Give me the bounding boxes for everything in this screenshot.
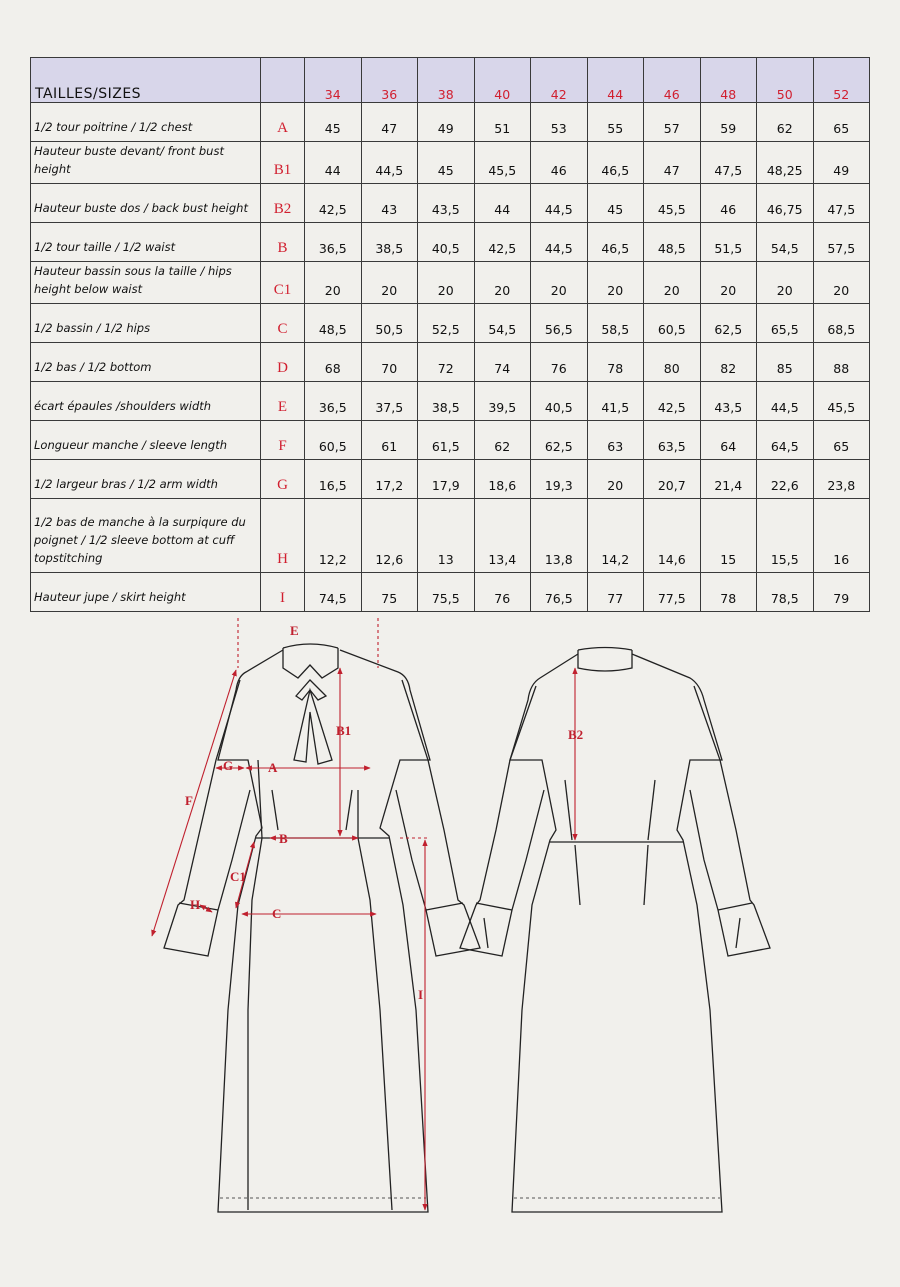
- measurement-value: 46,5: [587, 223, 644, 262]
- front-dress-drawing: [164, 644, 480, 1212]
- measurement-value: 20: [305, 262, 362, 304]
- measurement-value: 53: [531, 103, 588, 142]
- measurement-value: 62,5: [531, 421, 588, 460]
- measurement-value: 82: [700, 343, 757, 382]
- table-row: [31, 421, 870, 460]
- measurement-value: 88: [813, 343, 870, 382]
- measurement-value: 62: [474, 421, 531, 460]
- measurement-value: 76: [474, 573, 531, 612]
- measurement-label: 1/2 bas / 1/2 bottom: [31, 343, 261, 382]
- label-b2: B2: [568, 727, 584, 742]
- measurement-value: 68,5: [813, 304, 870, 343]
- measurement-value: 14,6: [644, 499, 701, 573]
- measurement-value: 79: [813, 573, 870, 612]
- measurement-value: 85: [757, 343, 814, 382]
- size-header: 36: [361, 58, 418, 103]
- measurement-value: 51: [474, 103, 531, 142]
- label-e: E: [290, 623, 299, 638]
- measurement-value: 63,5: [644, 421, 701, 460]
- measurement-value: 21,4: [700, 460, 757, 499]
- measurement-value: 47,5: [700, 142, 757, 184]
- measurement-value: 12,6: [361, 499, 418, 573]
- measurement-value: 57,5: [813, 223, 870, 262]
- size-header: 34: [305, 58, 362, 103]
- table-body: [31, 103, 870, 612]
- measurement-value: 45,5: [813, 382, 870, 421]
- measurement-value: 44: [474, 184, 531, 223]
- measurement-value: 70: [361, 343, 418, 382]
- measurement-value: 64: [700, 421, 757, 460]
- measurement-value: 44: [305, 142, 362, 184]
- measurement-value: 20: [757, 262, 814, 304]
- size-header: 50: [757, 58, 814, 103]
- label-b: B: [279, 831, 288, 846]
- measurement-value: 58,5: [587, 304, 644, 343]
- measurement-value: 22,6: [757, 460, 814, 499]
- table-row: [31, 499, 870, 573]
- measurement-label: 1/2 bassin / 1/2 hips: [31, 304, 261, 343]
- measurement-value: 74: [474, 343, 531, 382]
- measurement-value: 46,75: [757, 184, 814, 223]
- measurement-value: 40,5: [418, 223, 475, 262]
- measurement-value: 64,5: [757, 421, 814, 460]
- measurement-value: 38,5: [418, 382, 475, 421]
- measurement-value: 52,5: [418, 304, 475, 343]
- measurement-code: C: [261, 304, 305, 343]
- measurement-value: 20: [361, 262, 418, 304]
- measurement-value: 13,4: [474, 499, 531, 573]
- measurement-value: 44,5: [531, 223, 588, 262]
- measurement-value: 72: [418, 343, 475, 382]
- measurement-code: H: [261, 499, 305, 573]
- measurement-value: 38,5: [361, 223, 418, 262]
- measurement-code: F: [261, 421, 305, 460]
- measurement-code: B: [261, 223, 305, 262]
- measurement-value: 20: [700, 262, 757, 304]
- measurement-value: 77: [587, 573, 644, 612]
- measurement-label: Hauteur buste dos / back bust height: [31, 184, 261, 223]
- table-row: [31, 262, 870, 304]
- measurement-code: B1: [261, 142, 305, 184]
- measurement-value: 75: [361, 573, 418, 612]
- measurement-value: 45: [305, 103, 362, 142]
- measurement-label: 1/2 tour poitrine / 1/2 chest: [31, 103, 261, 142]
- table-row: [31, 184, 870, 223]
- measurement-label: Hauteur jupe / skirt height: [31, 573, 261, 612]
- measurement-value: 49: [813, 142, 870, 184]
- measurement-value: 36,5: [305, 382, 362, 421]
- measurement-label: 1/2 tour taille / 1/2 waist: [31, 223, 261, 262]
- measurement-value: 46: [531, 142, 588, 184]
- size-header: 52: [813, 58, 870, 103]
- measurement-value: 14,2: [587, 499, 644, 573]
- measurement-label: Longueur manche / sleeve length: [31, 421, 261, 460]
- table-row: [31, 142, 870, 184]
- measurement-value: 61,5: [418, 421, 475, 460]
- measurement-value: 48,5: [644, 223, 701, 262]
- measurement-value: 46: [700, 184, 757, 223]
- measurement-value: 51,5: [700, 223, 757, 262]
- measurement-value: 20: [644, 262, 701, 304]
- measurement-value: 46,5: [587, 142, 644, 184]
- measurement-label: écart épaules /shoulders width: [31, 382, 261, 421]
- measurement-code: I: [261, 573, 305, 612]
- size-header: 48: [700, 58, 757, 103]
- measurement-label: Hauteur bassin sous la taille / hips height below waist: [31, 262, 261, 304]
- table-row: [31, 343, 870, 382]
- measurement-value: 16,5: [305, 460, 362, 499]
- measurement-value: 56,5: [531, 304, 588, 343]
- measurement-value: 62,5: [700, 304, 757, 343]
- measurement-value: 75,5: [418, 573, 475, 612]
- measurement-value: 20: [531, 262, 588, 304]
- measurement-value: 44,5: [531, 184, 588, 223]
- measurement-value: 15,5: [757, 499, 814, 573]
- measurement-value: 42,5: [305, 184, 362, 223]
- measurement-label: 1/2 bas de manche à la surpiqure du poignet / 1/2 sleeve bottom at cuff topstitching: [31, 499, 261, 573]
- table-row: [31, 304, 870, 343]
- table-row: [31, 223, 870, 262]
- measurement-value: 20: [587, 460, 644, 499]
- table-header: [31, 58, 870, 103]
- measurement-value: 37,5: [361, 382, 418, 421]
- measurement-value: 48,5: [305, 304, 362, 343]
- table-title: TAILLES/SIZES: [31, 58, 261, 103]
- label-b1: B1: [336, 723, 352, 738]
- label-h: H: [190, 897, 201, 912]
- measurement-value: 45: [587, 184, 644, 223]
- back-dress-drawing: [460, 648, 770, 1213]
- measurement-value: 44,5: [361, 142, 418, 184]
- size-header: 42: [531, 58, 588, 103]
- measurement-code: E: [261, 382, 305, 421]
- measurement-label: 1/2 largeur bras / 1/2 arm width: [31, 460, 261, 499]
- measurement-value: 20,7: [644, 460, 701, 499]
- measurement-value: 45: [418, 142, 475, 184]
- measurement-value: 36,5: [305, 223, 362, 262]
- measurement-value: 60,5: [644, 304, 701, 343]
- measurement-value: 78,5: [757, 573, 814, 612]
- measurement-value: 74,5: [305, 573, 362, 612]
- measurement-value: 13,8: [531, 499, 588, 573]
- size-header: 44: [587, 58, 644, 103]
- size-chart-table: [30, 57, 870, 612]
- measurement-value: 45,5: [644, 184, 701, 223]
- measurement-label: Hauteur buste devant/ front bust height: [31, 142, 261, 184]
- measurement-value: 17,2: [361, 460, 418, 499]
- measurement-value: 43: [361, 184, 418, 223]
- table-row: [31, 103, 870, 142]
- label-a: A: [268, 760, 278, 775]
- code-header-cell: [261, 58, 305, 103]
- size-header: 38: [418, 58, 475, 103]
- measurement-value: 12,2: [305, 499, 362, 573]
- measurement-value: 68: [305, 343, 362, 382]
- measurement-value: 76: [531, 343, 588, 382]
- measurement-value: 55: [587, 103, 644, 142]
- measurement-value: 76,5: [531, 573, 588, 612]
- measurement-value: 65: [813, 103, 870, 142]
- measurement-value: 18,6: [474, 460, 531, 499]
- measurement-code: B2: [261, 184, 305, 223]
- measurement-value: 20: [474, 262, 531, 304]
- measurement-value: 65: [813, 421, 870, 460]
- measurement-value: 13: [418, 499, 475, 573]
- measurement-value: 17,9: [418, 460, 475, 499]
- measurement-value: 59: [700, 103, 757, 142]
- table-row: [31, 460, 870, 499]
- measurement-value: 77,5: [644, 573, 701, 612]
- label-g: G: [223, 758, 234, 773]
- label-c1: C1: [230, 869, 246, 884]
- measurement-value: 20: [418, 262, 475, 304]
- measurement-code: A: [261, 103, 305, 142]
- measurement-value: 47: [361, 103, 418, 142]
- label-i: I: [418, 987, 424, 1002]
- measurement-code: D: [261, 343, 305, 382]
- measurement-value: 40,5: [531, 382, 588, 421]
- measurement-value: 78: [587, 343, 644, 382]
- measurement-value: 54,5: [757, 223, 814, 262]
- measurement-value: 20: [813, 262, 870, 304]
- measurement-value: 19,3: [531, 460, 588, 499]
- measurement-value: 49: [418, 103, 475, 142]
- label-c: C: [272, 906, 282, 921]
- measurement-code: C1: [261, 262, 305, 304]
- label-f: F: [185, 793, 193, 808]
- measurement-value: 78: [700, 573, 757, 612]
- size-header: 40: [474, 58, 531, 103]
- measurement-code: G: [261, 460, 305, 499]
- measurement-value: 48,25: [757, 142, 814, 184]
- measurement-value: 80: [644, 343, 701, 382]
- measurement-value: 63: [587, 421, 644, 460]
- measurement-value: 42,5: [474, 223, 531, 262]
- measurement-value: 50,5: [361, 304, 418, 343]
- measurement-value: 41,5: [587, 382, 644, 421]
- measurement-value: 43,5: [418, 184, 475, 223]
- measurement-value: 23,8: [813, 460, 870, 499]
- measurement-value: 20: [587, 262, 644, 304]
- table-row: [31, 382, 870, 421]
- measurement-value: 47: [644, 142, 701, 184]
- measurement-value: 57: [644, 103, 701, 142]
- measurement-value: 62: [757, 103, 814, 142]
- measurement-value: 65,5: [757, 304, 814, 343]
- measurement-value: 15: [700, 499, 757, 573]
- dress-measurement-diagram: [0, 600, 900, 1287]
- measurement-value: 47,5: [813, 184, 870, 223]
- measurement-value: 42,5: [644, 382, 701, 421]
- measurement-value: 43,5: [700, 382, 757, 421]
- measurement-value: 60,5: [305, 421, 362, 460]
- measurement-value: 44,5: [757, 382, 814, 421]
- size-header: 46: [644, 58, 701, 103]
- measurement-value: 61: [361, 421, 418, 460]
- measurement-value: 39,5: [474, 382, 531, 421]
- measurement-value: 45,5: [474, 142, 531, 184]
- measurement-value: 16: [813, 499, 870, 573]
- measurement-value: 54,5: [474, 304, 531, 343]
